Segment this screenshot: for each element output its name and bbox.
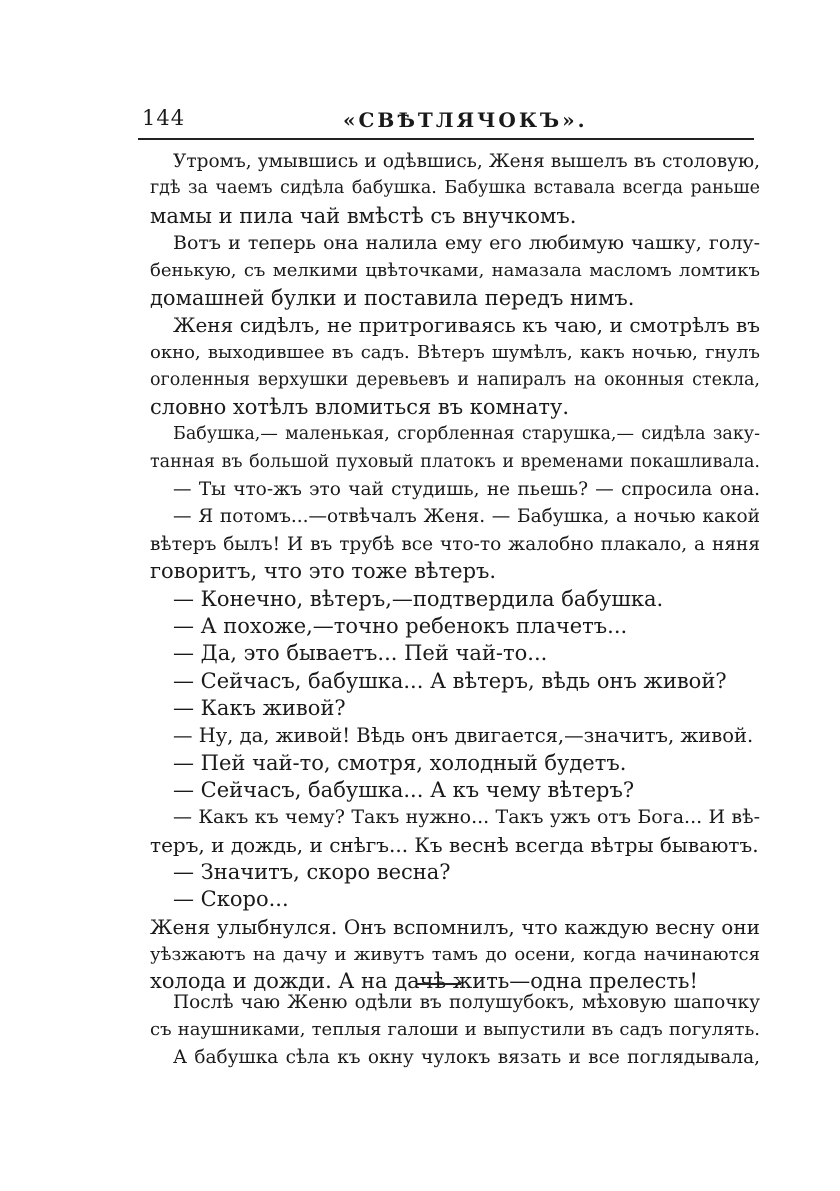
text-line: — Конечно, вѣтеръ,—подтвердила бабушка. xyxy=(173,586,664,611)
text-line: вѣтеръ былъ! И въ трубѣ все что-то жалобно плакало, а няня xyxy=(150,533,760,555)
text-line: съ наушниками, теплыя галоши и выпустили въ садъ погулять. xyxy=(150,1019,760,1041)
section-separator xyxy=(417,983,461,985)
text-line: — Сейчасъ, бабушка... А къ чему вѣтеръ? xyxy=(173,777,635,802)
text-line: теръ, и дождь, и снѣгъ... Къ веснѣ всегда вѣтры бываютъ. xyxy=(150,832,759,857)
text-line: — Значитъ, скоро весна? xyxy=(173,859,451,884)
text-line: Послѣ чаю Женю одѣли въ полушубокъ, мѣховую шапочку xyxy=(173,992,760,1013)
page-number: 144 xyxy=(142,106,186,130)
text-line: Женя улыбнулся. Онъ вспомнилъ, что каждую весну они xyxy=(150,914,760,939)
text-line: — Какъ къ чему? Такъ нужно... Такъ ужъ отъ Бога... И вѣ- xyxy=(173,806,760,829)
running-title: «СВѢТЛЯЧОКЪ». xyxy=(343,108,588,132)
text-line: домашней булки и поставила передъ нимъ. xyxy=(150,285,635,310)
header-rule xyxy=(138,138,754,140)
text-line: Утромъ, умывшись и одѣвшись, Женя вышелъ въ столовую, xyxy=(173,151,760,172)
text-line: Вотъ и теперь она налила ему его любимую чашку, голу- xyxy=(173,232,760,255)
text-line: А бабушка сѣла къ окну чулокъ вязать и все поглядывала, xyxy=(173,1046,760,1068)
text-line: бенькую, съ мелкими цвѣточками, намазала масломъ ломтикъ xyxy=(150,260,760,282)
body-text xyxy=(150,148,760,996)
text-line: — Ты что-жъ это чай студишь, не пьешь? — спросила она. xyxy=(173,479,760,501)
body-text-continued xyxy=(150,989,760,1071)
text-line: мамы и пила чай вмѣстѣ съ внучкомъ. xyxy=(150,203,577,228)
text-line: — Ну, да, живой! Вѣдь онъ двигается,—значитъ, живой. xyxy=(173,724,754,748)
text-line: танная въ большой пуховый платокъ и временами покашливала. xyxy=(150,451,760,472)
text-line: Женя сидѣлъ, не притрогиваясь къ чаю, и смотрѣлъ въ xyxy=(173,313,760,338)
text-line: уѣзжаютъ на дачу и живутъ тамъ до осени, когда начинаются xyxy=(150,943,760,965)
text-line: Бабушка,— маленькая, сгорбленная старушка,— сидѣла заку- xyxy=(173,424,760,445)
text-line: — Я потомъ...—отвѣчалъ Женя. — Бабушка, а ночью какой xyxy=(173,506,760,528)
text-line: — Скоро... xyxy=(173,887,289,912)
text-line: — Пей чай-то, смотря, холодный будетъ. xyxy=(173,750,627,775)
text-line: гдѣ за чаемъ сидѣла бабушка. Бабушка вставала всегда раньше xyxy=(150,178,760,199)
text-line: — Какъ живой? xyxy=(173,695,346,720)
text-line: холода и дожди. А на дачѣ жить—одна прелесть! xyxy=(150,969,698,994)
text-line: говоритъ, что это тоже вѣтеръ. xyxy=(150,559,497,584)
text-line: оголенныя верхушки деревьевъ и напиралъ на оконныя стекла, xyxy=(150,369,760,390)
text-line: окно, выходившее въ садъ. Вѣтеръ шумѣлъ, какъ ночью, гнулъ xyxy=(150,342,760,364)
text-line: — Сейчасъ, бабушка... А вѣтеръ, вѣдь онъ живой? xyxy=(173,668,727,693)
text-line: — А похоже,—точно ребенокъ плачетъ... xyxy=(173,613,628,638)
text-line: словно хотѣлъ вломиться въ комнату. xyxy=(150,395,570,420)
page-header xyxy=(138,104,738,138)
text-line: — Да, это бываетъ... Пей чай-то... xyxy=(173,641,548,666)
